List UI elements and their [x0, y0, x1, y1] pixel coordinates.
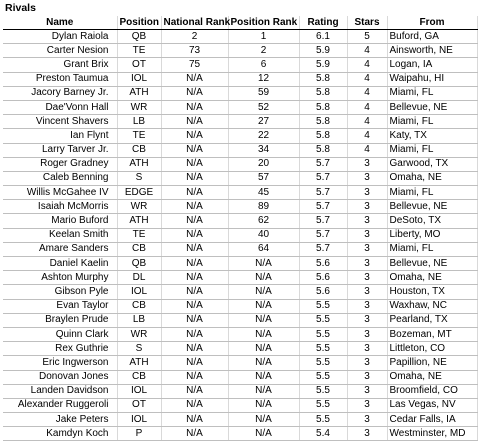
cell-name[interactable]: Dylan Raiola — [3, 30, 117, 44]
table-row — [3, 398, 477, 412]
cell-rating[interactable]: 5.8 — [299, 115, 347, 129]
cell-national-rank[interactable]: N/A — [161, 384, 228, 398]
cell-from[interactable]: Miami, FL — [387, 242, 477, 256]
cell-position-rank[interactable]: 12 — [228, 72, 299, 86]
cell-position[interactable]: IOL — [117, 413, 161, 427]
cell-stars[interactable]: 3 — [347, 413, 387, 427]
table-row — [3, 370, 477, 384]
cell-national-rank[interactable]: N/A — [161, 356, 228, 370]
cell-name[interactable]: Braylen Prude — [3, 313, 117, 327]
cell-from[interactable]: Liberty, MO — [387, 228, 477, 242]
cell-rating[interactable]: 6.1 — [299, 30, 347, 44]
table-row — [3, 271, 477, 285]
table-row — [3, 86, 477, 100]
cell-position-rank[interactable]: N/A — [228, 413, 299, 427]
cell-rating[interactable]: 5.5 — [299, 370, 347, 384]
table-row — [3, 228, 477, 242]
cell-national-rank[interactable]: 73 — [161, 44, 228, 58]
cell-position-rank[interactable]: 34 — [228, 143, 299, 157]
cell-stars[interactable]: 3 — [347, 342, 387, 356]
cell-national-rank[interactable]: N/A — [161, 398, 228, 412]
cell-rating[interactable]: 5.5 — [299, 384, 347, 398]
cell-national-rank[interactable]: N/A — [161, 299, 228, 313]
table-row — [3, 30, 477, 44]
header-position[interactable]: Position — [117, 16, 161, 30]
cell-name[interactable]: Rex Guthrie — [3, 342, 117, 356]
cell-stars[interactable]: 3 — [347, 257, 387, 271]
table-row — [3, 413, 477, 427]
cell-stars[interactable]: 4 — [347, 58, 387, 72]
rivals-table — [3, 16, 478, 441]
cell-national-rank[interactable]: N/A — [161, 200, 228, 214]
cell-name[interactable]: Evan Taylor — [3, 299, 117, 313]
cell-rating[interactable]: 5.8 — [299, 72, 347, 86]
cell-from[interactable]: Littleton, CO — [387, 342, 477, 356]
cell-from[interactable]: Waipahu, HI — [387, 72, 477, 86]
cell-national-rank[interactable]: N/A — [161, 171, 228, 185]
cell-name[interactable]: Jake Peters — [3, 413, 117, 427]
cell-stars[interactable]: 3 — [347, 214, 387, 228]
cell-name[interactable]: Vincent Shavers — [3, 115, 117, 129]
table-row — [3, 285, 477, 299]
cell-position[interactable]: LB — [117, 313, 161, 327]
cell-national-rank[interactable]: N/A — [161, 143, 228, 157]
cell-name[interactable]: Ashton Murphy — [3, 271, 117, 285]
table-row — [3, 313, 477, 327]
cell-stars[interactable]: 4 — [347, 129, 387, 143]
cell-name[interactable]: Dae'Vonn Hall — [3, 100, 117, 114]
header-row — [3, 16, 477, 30]
cell-position-rank[interactable]: 6 — [228, 58, 299, 72]
cell-from[interactable]: Cedar Falls, IA — [387, 413, 477, 427]
cell-from[interactable]: Miami, FL — [387, 186, 477, 200]
table-row — [3, 242, 477, 256]
cell-stars[interactable]: 3 — [347, 427, 387, 441]
cell-position[interactable]: LB — [117, 115, 161, 129]
cell-position[interactable]: OT — [117, 58, 161, 72]
cell-position[interactable]: P — [117, 427, 161, 441]
cell-position[interactable]: ATH — [117, 214, 161, 228]
cell-position-rank[interactable]: 64 — [228, 242, 299, 256]
cell-position-rank[interactable]: 52 — [228, 100, 299, 114]
cell-rating[interactable]: 5.7 — [299, 214, 347, 228]
cell-name[interactable]: Grant Brix — [3, 58, 117, 72]
cell-rating[interactable]: 5.7 — [299, 157, 347, 171]
cell-position[interactable]: CB — [117, 242, 161, 256]
cell-position-rank[interactable]: N/A — [228, 257, 299, 271]
cell-stars[interactable]: 3 — [347, 356, 387, 370]
cell-position[interactable]: TE — [117, 44, 161, 58]
cell-stars[interactable]: 4 — [347, 115, 387, 129]
cell-national-rank[interactable]: N/A — [161, 86, 228, 100]
cell-name[interactable]: Caleb Benning — [3, 171, 117, 185]
cell-national-rank[interactable]: N/A — [161, 129, 228, 143]
header-national-rank[interactable]: National Rank — [161, 16, 228, 30]
cell-rating[interactable]: 5.5 — [299, 398, 347, 412]
cell-rating[interactable]: 5.8 — [299, 143, 347, 157]
cell-stars[interactable]: 3 — [347, 398, 387, 412]
cell-position[interactable]: EDGE — [117, 186, 161, 200]
cell-name[interactable]: Mario Buford — [3, 214, 117, 228]
header-rating[interactable]: Rating — [299, 16, 347, 30]
cell-from[interactable]: Houston, TX — [387, 285, 477, 299]
cell-national-rank[interactable]: N/A — [161, 413, 228, 427]
cell-national-rank[interactable]: N/A — [161, 186, 228, 200]
cell-national-rank[interactable]: N/A — [161, 214, 228, 228]
cell-national-rank[interactable]: 75 — [161, 58, 228, 72]
cell-stars[interactable]: 3 — [347, 228, 387, 242]
header-name[interactable]: Name — [3, 16, 117, 30]
cell-rating[interactable]: 5.7 — [299, 186, 347, 200]
cell-from[interactable]: Pearland, TX — [387, 313, 477, 327]
cell-rating[interactable]: 5.7 — [299, 242, 347, 256]
cell-from[interactable]: Omaha, NE — [387, 370, 477, 384]
cell-position-rank[interactable]: N/A — [228, 313, 299, 327]
cell-stars[interactable]: 4 — [347, 72, 387, 86]
cell-rating[interactable]: 5.5 — [299, 413, 347, 427]
cell-rating[interactable]: 5.5 — [299, 313, 347, 327]
cell-from[interactable]: Papillion, NE — [387, 356, 477, 370]
cell-national-rank[interactable]: N/A — [161, 228, 228, 242]
table-row — [3, 186, 477, 200]
cell-stars[interactable]: 3 — [347, 157, 387, 171]
table-row — [3, 100, 477, 114]
cell-position-rank[interactable]: 89 — [228, 200, 299, 214]
cell-position-rank[interactable]: 20 — [228, 157, 299, 171]
table-row — [3, 214, 477, 228]
cell-stars[interactable]: 3 — [347, 285, 387, 299]
cell-name[interactable]: Daniel Kaelin — [3, 257, 117, 271]
cell-rating[interactable]: 5.5 — [299, 356, 347, 370]
table-body — [3, 30, 477, 441]
cell-position[interactable]: S — [117, 342, 161, 356]
cell-from[interactable]: Omaha, NE — [387, 171, 477, 185]
table-row — [3, 342, 477, 356]
cell-national-rank[interactable]: N/A — [161, 257, 228, 271]
cell-from[interactable]: Logan, IA — [387, 58, 477, 72]
cell-national-rank[interactable]: N/A — [161, 370, 228, 384]
cell-stars[interactable]: 3 — [347, 370, 387, 384]
cell-from[interactable]: Westminster, MD — [387, 427, 477, 441]
cell-rating[interactable]: 5.8 — [299, 129, 347, 143]
table-row — [3, 327, 477, 341]
table-row — [3, 157, 477, 171]
cell-position-rank[interactable]: N/A — [228, 327, 299, 341]
cell-rating[interactable]: 5.7 — [299, 200, 347, 214]
cell-position[interactable]: TE — [117, 129, 161, 143]
cell-position-rank[interactable]: 22 — [228, 129, 299, 143]
cell-from[interactable]: Bellevue, NE — [387, 257, 477, 271]
table-row — [3, 171, 477, 185]
cell-rating[interactable]: 5.7 — [299, 228, 347, 242]
cell-from[interactable]: Waxhaw, NC — [387, 299, 477, 313]
cell-name[interactable]: Larry Tarver Jr. — [3, 143, 117, 157]
table-row — [3, 356, 477, 370]
cell-rating[interactable]: 5.8 — [299, 100, 347, 114]
sheet-title[interactable]: Rivals — [5, 2, 36, 14]
cell-stars[interactable]: 3 — [347, 327, 387, 341]
cell-rating[interactable]: 5.6 — [299, 271, 347, 285]
table-row — [3, 58, 477, 72]
cell-from[interactable]: Bozeman, MT — [387, 327, 477, 341]
table-row — [3, 115, 477, 129]
cell-from[interactable]: Bellevue, NE — [387, 200, 477, 214]
cell-stars[interactable]: 3 — [347, 271, 387, 285]
cell-position-rank[interactable]: 62 — [228, 214, 299, 228]
cell-position-rank[interactable]: 59 — [228, 86, 299, 100]
cell-name[interactable]: Eric Ingwerson — [3, 356, 117, 370]
cell-position-rank[interactable]: 40 — [228, 228, 299, 242]
cell-name[interactable]: Preston Taumua — [3, 72, 117, 86]
cell-from[interactable]: Miami, FL — [387, 115, 477, 129]
cell-name[interactable]: Quinn Clark — [3, 327, 117, 341]
cell-position-rank[interactable]: 1 — [228, 30, 299, 44]
cell-name[interactable]: Donovan Jones — [3, 370, 117, 384]
cell-name[interactable]: Kamdyn Koch — [3, 427, 117, 441]
cell-name[interactable]: Landen Davidson — [3, 384, 117, 398]
cell-position[interactable]: QB — [117, 30, 161, 44]
cell-position-rank[interactable]: N/A — [228, 398, 299, 412]
cell-position[interactable]: WR — [117, 100, 161, 114]
cell-position-rank[interactable]: N/A — [228, 370, 299, 384]
cell-from[interactable]: Omaha, NE — [387, 271, 477, 285]
cell-name[interactable]: Keelan Smith — [3, 228, 117, 242]
cell-from[interactable]: Garwood, TX — [387, 157, 477, 171]
header-stars[interactable]: Stars — [347, 16, 387, 30]
cell-rating[interactable]: 5.5 — [299, 327, 347, 341]
cell-position-rank[interactable]: 57 — [228, 171, 299, 185]
cell-name[interactable]: Alexander Ruggeroli — [3, 398, 117, 412]
cell-national-rank[interactable]: N/A — [161, 100, 228, 114]
cell-position[interactable]: IOL — [117, 384, 161, 398]
cell-rating[interactable]: 5.6 — [299, 257, 347, 271]
cell-national-rank[interactable]: N/A — [161, 115, 228, 129]
table-row — [3, 257, 477, 271]
cell-national-rank[interactable]: N/A — [161, 285, 228, 299]
cell-position[interactable]: ATH — [117, 356, 161, 370]
cell-position[interactable]: WR — [117, 327, 161, 341]
cell-stars[interactable]: 3 — [347, 242, 387, 256]
cell-name[interactable]: Isaiah McMorris — [3, 200, 117, 214]
cell-rating[interactable]: 5.5 — [299, 299, 347, 313]
cell-position-rank[interactable]: N/A — [228, 271, 299, 285]
cell-from[interactable]: Buford, GA — [387, 30, 477, 44]
cell-name[interactable]: Jacory Barney Jr. — [3, 86, 117, 100]
header-from[interactable]: From — [387, 16, 477, 30]
table-row — [3, 129, 477, 143]
table-row — [3, 143, 477, 157]
cell-position[interactable]: OT — [117, 398, 161, 412]
cell-national-rank[interactable]: N/A — [161, 313, 228, 327]
cell-name[interactable]: Willis McGahee IV — [3, 186, 117, 200]
cell-from[interactable]: Katy, TX — [387, 129, 477, 143]
cell-national-rank[interactable]: N/A — [161, 271, 228, 285]
table-row — [3, 200, 477, 214]
cell-from[interactable]: Ainsworth, NE — [387, 44, 477, 58]
cell-position[interactable]: QB — [117, 257, 161, 271]
cell-position-rank[interactable]: N/A — [228, 299, 299, 313]
cell-national-rank[interactable]: N/A — [161, 72, 228, 86]
cell-position-rank[interactable]: N/A — [228, 384, 299, 398]
cell-name[interactable]: Amare Sanders — [3, 242, 117, 256]
cell-stars[interactable]: 4 — [347, 100, 387, 114]
cell-from[interactable]: Miami, FL — [387, 86, 477, 100]
cell-stars[interactable]: 3 — [347, 299, 387, 313]
cell-from[interactable]: Bellevue, NE — [387, 100, 477, 114]
cell-position-rank[interactable]: N/A — [228, 427, 299, 441]
cell-stars[interactable]: 3 — [347, 313, 387, 327]
cell-rating[interactable]: 5.9 — [299, 44, 347, 58]
cell-stars[interactable]: 5 — [347, 30, 387, 44]
table-row — [3, 299, 477, 313]
cell-stars[interactable]: 3 — [347, 186, 387, 200]
cell-position[interactable]: CB — [117, 370, 161, 384]
cell-position-rank[interactable]: N/A — [228, 356, 299, 370]
cell-stars[interactable]: 3 — [347, 384, 387, 398]
cell-name[interactable]: Gibson Pyle — [3, 285, 117, 299]
cell-from[interactable]: DeSoto, TX — [387, 214, 477, 228]
cell-position[interactable]: TE — [117, 228, 161, 242]
table-row — [3, 427, 477, 441]
cell-position-rank[interactable]: 2 — [228, 44, 299, 58]
cell-rating[interactable]: 5.7 — [299, 171, 347, 185]
cell-position[interactable]: CB — [117, 299, 161, 313]
cell-name[interactable]: Carter Nesion — [3, 44, 117, 58]
cell-name[interactable]: Ian Flynt — [3, 129, 117, 143]
cell-position[interactable]: CB — [117, 143, 161, 157]
cell-national-rank[interactable]: N/A — [161, 242, 228, 256]
table-row — [3, 44, 477, 58]
cell-stars[interactable]: 3 — [347, 200, 387, 214]
cell-position[interactable]: ATH — [117, 157, 161, 171]
cell-stars[interactable]: 4 — [347, 143, 387, 157]
cell-from[interactable]: Broomfield, CO — [387, 384, 477, 398]
table-row — [3, 384, 477, 398]
cell-position[interactable]: ATH — [117, 86, 161, 100]
cell-position-rank[interactable]: 45 — [228, 186, 299, 200]
cell-rating[interactable]: 5.6 — [299, 285, 347, 299]
cell-position-rank[interactable]: N/A — [228, 285, 299, 299]
cell-rating[interactable]: 5.9 — [299, 58, 347, 72]
cell-position[interactable]: WR — [117, 200, 161, 214]
cell-stars[interactable]: 4 — [347, 86, 387, 100]
cell-rating[interactable]: 5.4 — [299, 427, 347, 441]
header-position-rank[interactable]: Position Rank — [228, 16, 299, 30]
cell-national-rank[interactable]: 2 — [161, 30, 228, 44]
cell-position-rank[interactable]: N/A — [228, 342, 299, 356]
cell-position-rank[interactable]: 27 — [228, 115, 299, 129]
table-row — [3, 72, 477, 86]
cell-stars[interactable]: 3 — [347, 171, 387, 185]
cell-national-rank[interactable]: N/A — [161, 157, 228, 171]
cell-stars[interactable]: 4 — [347, 44, 387, 58]
cell-position[interactable]: DL — [117, 271, 161, 285]
cell-rating[interactable]: 5.8 — [299, 86, 347, 100]
cell-position[interactable]: IOL — [117, 285, 161, 299]
cell-rating[interactable]: 5.5 — [299, 342, 347, 356]
cell-from[interactable]: Las Vegas, NV — [387, 398, 477, 412]
cell-national-rank[interactable]: N/A — [161, 327, 228, 341]
cell-position[interactable]: IOL — [117, 72, 161, 86]
cell-national-rank[interactable]: N/A — [161, 342, 228, 356]
cell-position[interactable]: S — [117, 171, 161, 185]
cell-name[interactable]: Roger Gradney — [3, 157, 117, 171]
cell-from[interactable]: Miami, FL — [387, 143, 477, 157]
cell-national-rank[interactable]: N/A — [161, 427, 228, 441]
